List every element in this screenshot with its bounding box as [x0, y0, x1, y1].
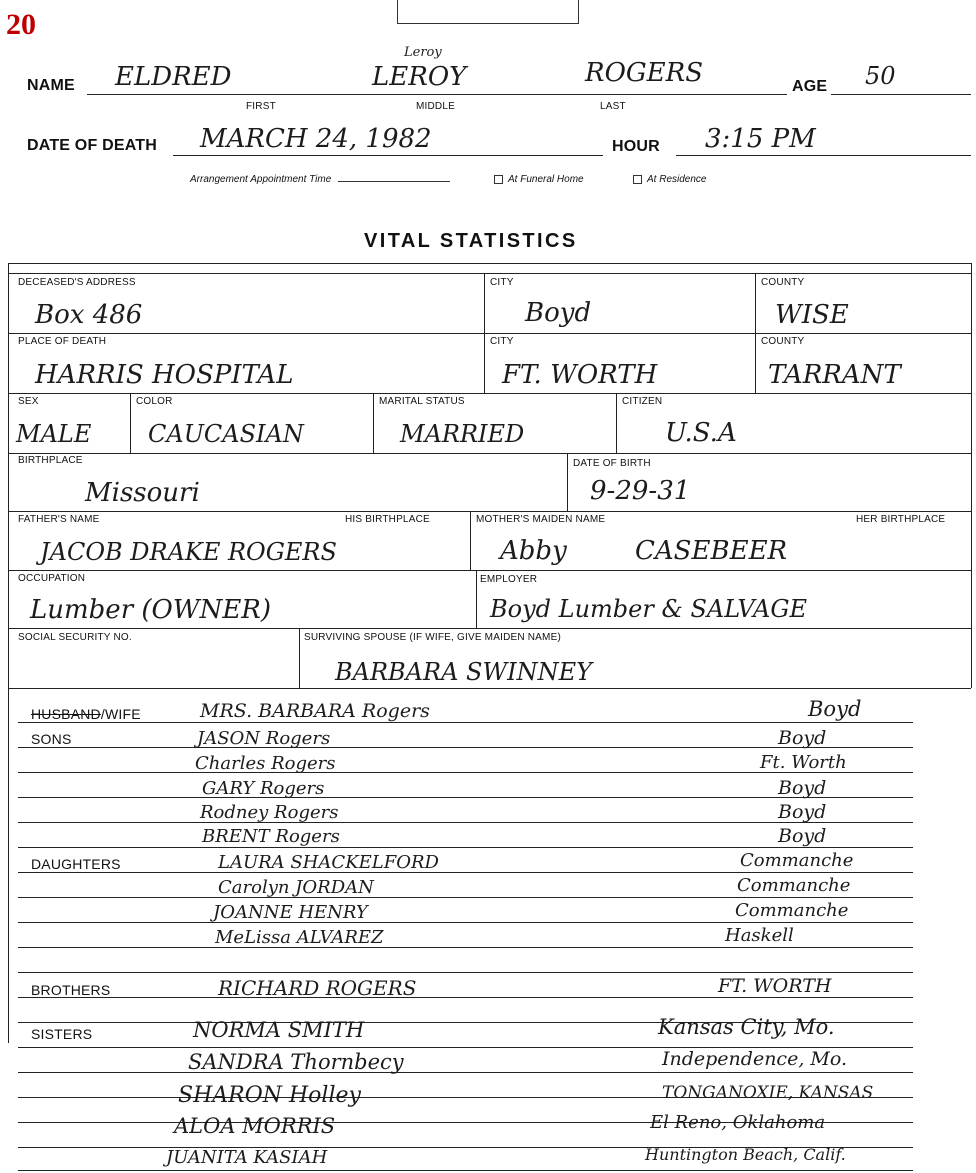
row-line: [18, 922, 913, 923]
age-underline: [831, 94, 971, 95]
his-birthplace-label: HIS BIRTHPLACE: [345, 514, 430, 525]
grid-top: [8, 263, 971, 264]
first-label: FIRST: [246, 101, 276, 112]
ssn-label: SOCIAL SECURITY NO.: [18, 632, 132, 643]
daughter-place: Commanche: [735, 900, 849, 921]
husband-wife-label: [31, 706, 141, 722]
grid-divider: [470, 511, 471, 570]
funeral-home-checkbox[interactable]: [494, 175, 503, 184]
son-name: Charles Rogers: [195, 753, 336, 774]
son-place: Boyd: [778, 777, 827, 799]
husband-label: HUSBAND: [31, 706, 101, 722]
daughters-label: DAUGHTERS: [31, 856, 121, 872]
grid-divider: [373, 393, 374, 453]
grid-line: [8, 453, 971, 454]
grid-line: [8, 333, 971, 334]
employer-value: Boyd Lumber & SALVAGE: [490, 595, 808, 623]
brothers-label: BROTHERS: [31, 982, 111, 998]
daughter-name: JOANNE HENRY: [213, 902, 368, 923]
grid-line: [8, 570, 971, 571]
grid-divider: [755, 273, 756, 393]
place-of-death: HARRIS HOSPITAL: [35, 360, 294, 390]
dod-value: MARCH 24, 1982: [200, 124, 432, 154]
sister-name: NORMA SMITH: [193, 1018, 365, 1042]
father-name: JACOB DRAKE ROGERS: [40, 538, 337, 566]
sister-name: JUANITA KASIAH: [166, 1147, 328, 1168]
spouse-value: BARBARA SWINNEY: [335, 658, 592, 686]
first-name: ELDRED: [115, 62, 232, 92]
marital-status-label: MARITAL STATUS: [379, 396, 465, 407]
her-birthplace-label: HER BIRTHPLACE: [856, 514, 946, 525]
sister-place: Independence, Mo.: [662, 1048, 847, 1070]
section-title: VITAL STATISTICS: [364, 230, 578, 252]
grid-line: [8, 393, 971, 394]
page-number: 20: [6, 8, 36, 41]
row-line: [18, 1170, 913, 1171]
death-city: FT. WORTH: [502, 360, 658, 390]
sex-label: SEX: [18, 396, 39, 407]
sister-name: SANDRA Thornbecy: [188, 1050, 404, 1074]
color-value: CAUCASIAN: [148, 420, 304, 448]
survivors-left-border: [8, 688, 9, 1043]
dod-label: DATE OF DEATH: [27, 137, 157, 154]
row-line: [18, 947, 913, 948]
death-county-label: COUNTY: [761, 336, 805, 347]
grid-divider: [616, 393, 617, 453]
sister-place: El Reno, Oklahoma: [650, 1112, 826, 1133]
row-line: [18, 722, 913, 723]
daughter-name: MeLissa ALVAREZ: [215, 927, 384, 948]
death-county: TARRANT: [768, 360, 901, 390]
grid-line: [8, 273, 971, 274]
occupation-label: OCCUPATION: [18, 573, 86, 584]
citizen-label: CITIZEN: [622, 396, 663, 407]
grid-divider: [484, 273, 485, 393]
grid-divider: [476, 570, 477, 628]
middle-name: LEROY: [372, 62, 467, 92]
residence-option[interactable]: [633, 174, 706, 185]
daughter-place: Commanche: [740, 850, 854, 871]
father-label: FATHER'S NAME: [18, 514, 100, 525]
row-line: [18, 972, 913, 973]
grid-divider: [299, 628, 300, 688]
daughter-name: Carolyn JORDAN: [218, 877, 374, 898]
marital-status: MARRIED: [400, 420, 525, 448]
city-value: Boyd: [525, 298, 592, 328]
sister-place: TONGANOXIE, KANSAS: [662, 1083, 874, 1103]
hour-value: 3:15 PM: [705, 124, 816, 154]
appointment-label: [190, 174, 450, 185]
county-label: COUNTY: [761, 277, 805, 288]
middle-name-note: Leroy: [404, 45, 442, 60]
deceased-address-label: DECEASED'S ADDRESS: [18, 277, 136, 288]
row-line: [18, 872, 913, 873]
residence-text: At Residence: [647, 174, 707, 185]
city-label: CITY: [490, 277, 514, 288]
sister-place: Kansas City, Mo.: [658, 1015, 835, 1039]
row-line: [18, 1072, 913, 1073]
son-name: Rodney Rogers: [200, 802, 339, 823]
last-name: ROGERS: [585, 58, 704, 88]
mother-name: Abby CASEBEER: [500, 536, 788, 566]
residence-checkbox[interactable]: [633, 175, 642, 184]
top-box: [397, 0, 579, 24]
hour-underline: [676, 155, 971, 156]
occupation-value: Lumber (OWNER): [30, 595, 272, 625]
color-label: COLOR: [136, 396, 173, 407]
place-of-death-label: PLACE OF DEATH: [18, 336, 107, 347]
dod-underline: [173, 155, 603, 156]
age-label: AGE: [792, 78, 828, 95]
wife-label: /WIFE: [100, 706, 141, 722]
son-place: Boyd: [778, 825, 827, 847]
spouse-label: SURVIVING SPOUSE (IF WIFE, GIVE MAIDEN NAME): [304, 632, 561, 643]
sister-place: Huntington Beach, Calif.: [645, 1145, 846, 1164]
brother-name: RICHARD ROGERS: [218, 976, 417, 1000]
son-name: GARY Rogers: [202, 778, 325, 799]
sex-value: MALE: [16, 420, 92, 448]
birthplace-value: Missouri: [85, 478, 200, 508]
name-label: NAME: [27, 77, 75, 94]
name-underline: [87, 94, 787, 95]
death-city-label: CITY: [490, 336, 514, 347]
sister-name: ALOA MORRIS: [174, 1114, 336, 1138]
son-name: JASON Rogers: [197, 728, 331, 749]
brother-place: FT. WORTH: [718, 975, 832, 997]
mother-label: MOTHER'S MAIDEN NAME: [476, 514, 606, 525]
dob-label: DATE OF BIRTH: [573, 458, 651, 469]
grid-divider: [567, 453, 568, 511]
dob-value: 9-29-31: [590, 476, 691, 506]
last-label: LAST: [600, 101, 626, 112]
county-value: WISE: [775, 300, 849, 330]
grid-line: [8, 628, 971, 629]
son-name: BRENT Rogers: [202, 826, 340, 847]
daughter-place: Commanche: [737, 875, 851, 896]
grid-left: [8, 263, 9, 688]
sisters-label: SISTERS: [31, 1026, 93, 1042]
son-place: Boyd: [778, 727, 827, 749]
grid-line: [8, 688, 971, 689]
row-line: [18, 997, 913, 998]
employer-label: EMPLOYER: [480, 574, 538, 585]
daughter-name: LAURA SHACKELFORD: [218, 852, 439, 873]
daughter-place: Haskell: [725, 925, 794, 946]
grid-right: [971, 263, 972, 688]
funeral-home-text: At Funeral Home: [508, 174, 584, 185]
row-line: [18, 847, 913, 848]
citizen-value: U.S.A: [665, 418, 737, 448]
grid-line: [8, 511, 971, 512]
wife-place: Boyd: [808, 697, 862, 721]
deceased-address: Box 486: [35, 300, 143, 330]
row-line: [18, 897, 913, 898]
hour-label: HOUR: [612, 138, 660, 155]
son-place: Ft. Worth: [760, 752, 847, 773]
middle-label: MIDDLE: [416, 101, 455, 112]
funeral-home-option[interactable]: [494, 174, 584, 185]
sister-name: SHARON Holley: [178, 1083, 361, 1108]
appointment-line: [338, 181, 450, 182]
appointment-text: Arrangement Appointment Time: [190, 174, 332, 185]
age-value: 50: [865, 62, 896, 90]
wife-name: MRS. BARBARA Rogers: [200, 700, 430, 722]
sons-label: SONS: [31, 731, 72, 747]
son-place: Boyd: [778, 801, 827, 823]
birthplace-label: BIRTHPLACE: [18, 455, 83, 466]
grid-divider: [130, 393, 131, 453]
